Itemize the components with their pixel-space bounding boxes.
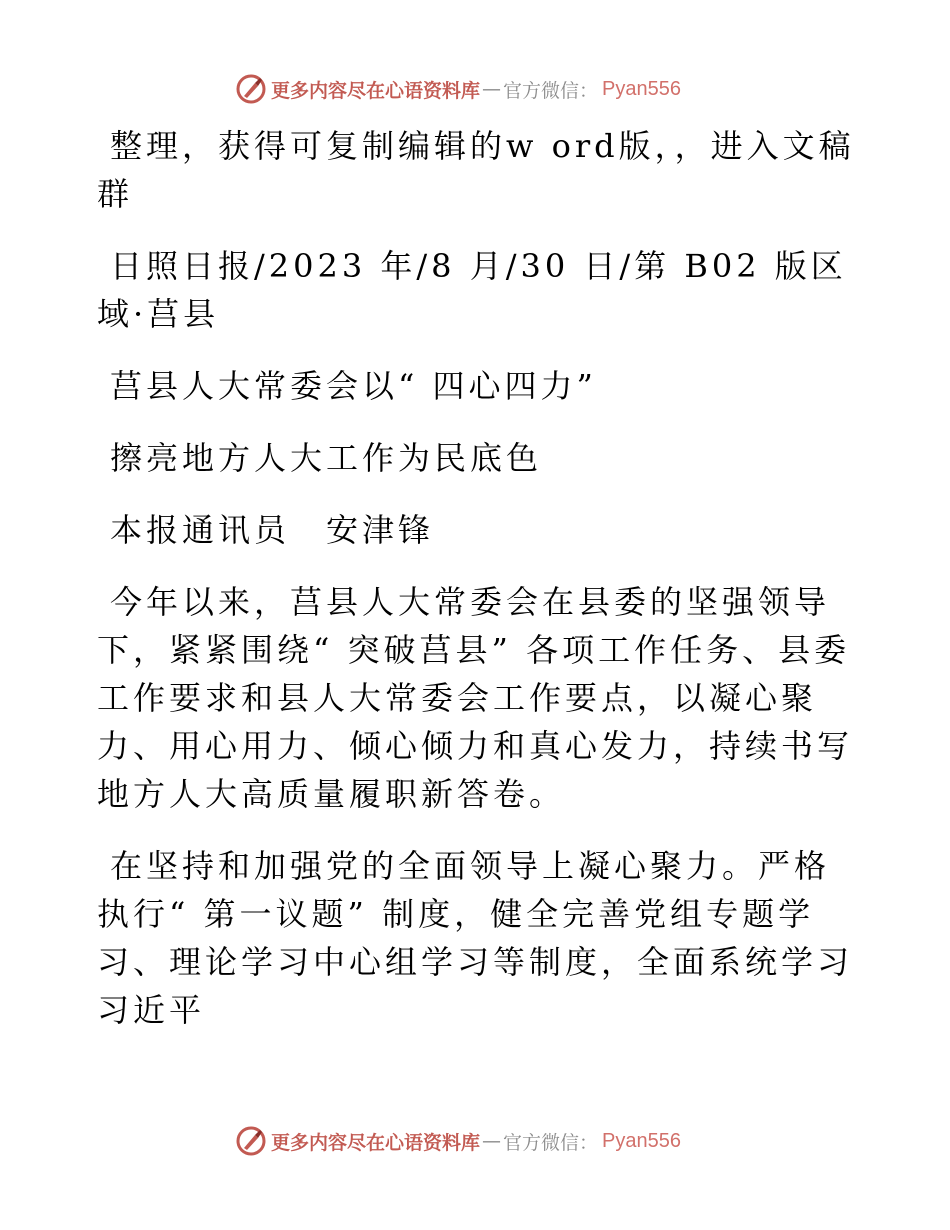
pen-logo-icon: [235, 73, 267, 105]
bottom-watermark-banner: [0, 1120, 950, 1160]
watermark-separator: —: [482, 1130, 502, 1152]
article-title-line-1: 莒县人大常委会以“ 四心四力”: [110, 367, 597, 405]
paragraph-section-1: 在坚持和加强党的全面领导上凝心聚力。严格执行“ 第一议题” 制度，健全完善党组专题学习、理论学习中心组学习等制度，全面系统学习习近平: [97, 847, 854, 1029]
paragraph-intro: 整理，获得可复制编辑的w ord版，，进入文稿群: [97, 127, 855, 213]
document-body: [97, 122, 857, 1058]
paragraph-source: 日照日报/2023 年/8 月/30 日/第 B02 版区域·莒县: [97, 247, 847, 333]
paragraph-lead: 今年以来，莒县人大常委会在县委的坚强领导下，紧紧围绕“ 突破莒县” 各项工作任务、县委工作要求和县人大常委会工作要点，以凝心聚力、用心用力、倾心倾力和真心发力，持续书写地方人大高质量履职新答卷。: [97, 583, 854, 813]
watermark-group: [235, 1124, 681, 1158]
watermark-separator: —: [482, 78, 502, 100]
article-byline: 本报通讯员 安津锋: [110, 511, 435, 549]
watermark-text: 更多内容尽在心语资料库: [271, 79, 481, 102]
watermark-account: Pyan556: [602, 1129, 681, 1152]
watermark-account: Pyan556: [602, 77, 681, 100]
pen-logo-icon: [235, 1125, 267, 1157]
watermark-label: 官方微信：: [503, 1131, 599, 1154]
watermark-group: [235, 72, 681, 106]
watermark-text: 更多内容尽在心语资料库: [271, 1131, 481, 1154]
article-title-line-2: 擦亮地方人大工作为民底色: [110, 439, 543, 477]
top-watermark-banner: [0, 68, 950, 108]
watermark-label: 官方微信：: [503, 79, 599, 102]
